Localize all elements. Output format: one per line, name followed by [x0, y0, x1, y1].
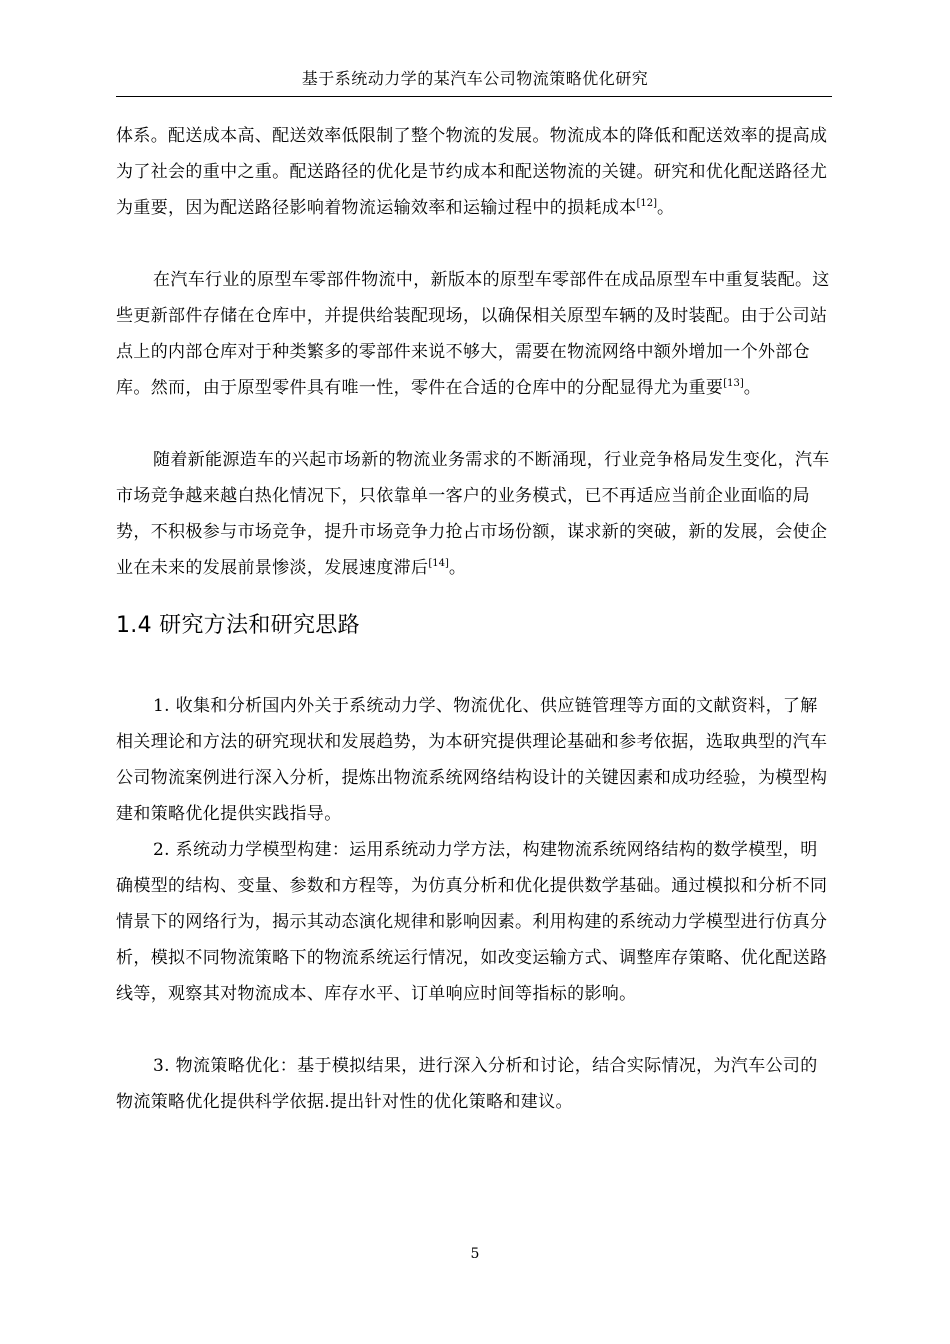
citation-14: [14] [428, 558, 449, 569]
running-header: 基于系统动力学的某汽车公司物流策略优化研究 [301, 69, 649, 88]
paragraph-prototype-parts [116, 262, 832, 406]
page-number: 5 [470, 1246, 480, 1262]
header-rule [116, 96, 832, 97]
paragraph-delivery-cost [116, 118, 832, 226]
paragraph-end: 。 [657, 198, 675, 218]
paragraph-end: 。 [448, 558, 467, 578]
section-heading: 1.4 研究方法和研究思路 [116, 613, 360, 638]
paragraph-text: 体系。配送成本高、配送效率低限制了整个物流的发展。物流成本的降低和配送效率的提高成为了社会的重中之重。配送路径的优化是节约成本和配送物流的关键。研究和优化配送路径尤为重要，因为配送路径影响着物流运输效率和运输过程中的损耗成本 [116, 126, 828, 218]
paragraph-new-energy [116, 442, 832, 586]
citation-12: [12] [636, 198, 658, 209]
method-item-literature: 1. 收集和分析国内外关于系统动力学、物流优化、供应链管理等方面的文献资料，了解相关理论和方法的研究现状和发展趋势，为本研究提供理论基础和参考依据，选取典型的汽车公司物流案例进行深入分析，提炼出物流系统网络结构设计的关键因素和成功经验，为模型构建和策略优化提供实践指导。 [116, 696, 828, 824]
paragraph-text: 随着新能源造车的兴起市场新的物流业务需求的不断涌现，行业竞争格局发生变化，汽车市场竞争越来越白热化情况下，只依靠单一客户的业务模式，已不再适应当前企业面临的局势，不积极参与市场竞争，提升市场竞争力抢占市场份额，谋求新的突破，新的发展，会使企业在未来的发展前景惨淡，发展速度滞后 [116, 450, 830, 578]
method-item-optimization: 3. 物流策略优化：基于模拟结果，进行深入分析和讨论，结合实际情况，为汽车公司的物流策略优化提供科学依据.提出针对性的优化策略和建议。 [116, 1056, 818, 1112]
method-item-model: 2. 系统动力学模型构建：运用系统动力学方法，构建物流系统网络结构的数学模型，明确模型的结构、变量、参数和方程等，为仿真分析和优化提供数学基础。通过模拟和分析不同情景下的网络行为，揭示其动态演化规律和影响因素。利用构建的系统动力学模型进行仿真分析，模拟不同物流策略下的物流系统运行情况，如改变运输方式、调整库存策略、优化配送路线等，观察其对物流成本、库存水平、订单响应时间等指标的影响。 [116, 840, 828, 1004]
paragraph-end: 。 [743, 378, 762, 398]
citation-13: [13] [723, 378, 744, 389]
paragraph-text: 在汽车行业的原型车零部件物流中，新版本的原型车零部件在成品原型车中重复装配。这些更新部件存储在仓库中，并提供给装配现场，以确保相关原型车辆的及时装配。由于公司站点上的内部仓库对于种类繁多的零部件来说不够大，需要在物流网络中额外增加一个外部仓库。然而，由于原型零件具有唯一性，零件在合适的仓库中的分配显得尤为重要 [116, 270, 830, 398]
